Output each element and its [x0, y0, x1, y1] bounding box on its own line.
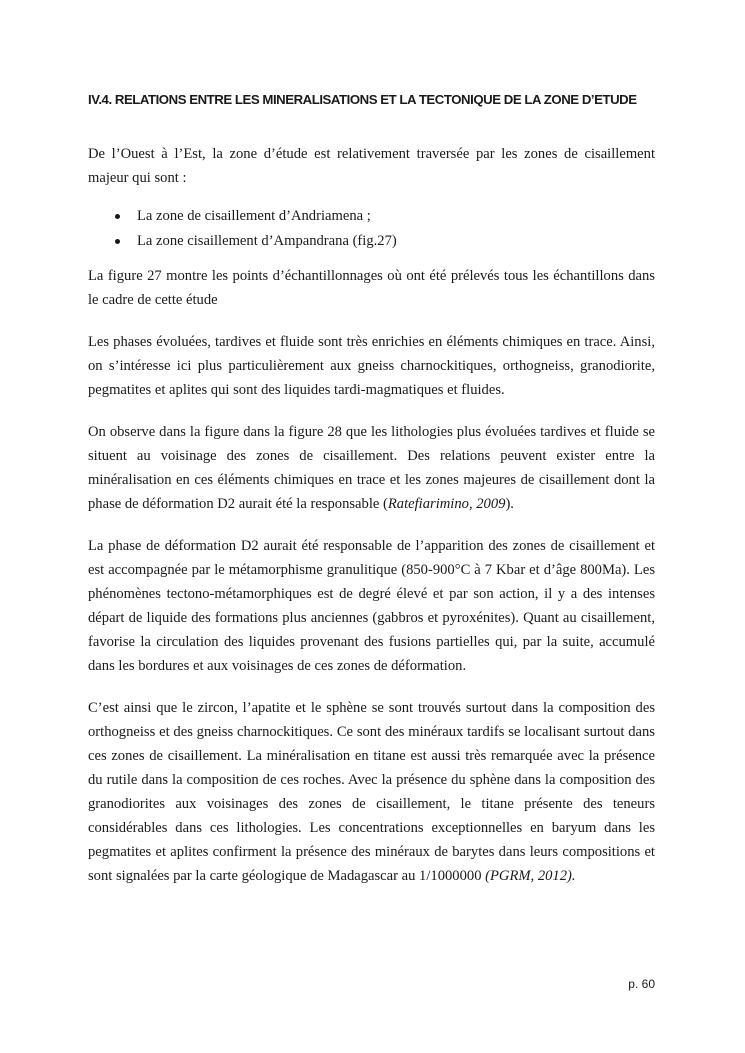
- observation-end: ).: [505, 496, 514, 512]
- list-item: [88, 229, 655, 254]
- intro-paragraph: De l’Ouest à l’Est, la zone d’étude est relativement traversée par les zones de cisaillement majeur qui sont :: [88, 146, 655, 186]
- d2-deformation-paragraph: La phase de déformation D2 aurait été responsable de l’apparition des zones de cisaillement et est accompagnée par le métamorphisme granulitique (850-900°C à 7 Kbar et d’âge 800Ma). Les phénomènes tectono-métamorphiques est de degré élevé et par son action, il y a des intenses départ de liquide des formations plus anciennes (gabbros et pyroxénites). Quant au cisaillement, favorise la circulation des liquides provenant des fusions partielles qui, par la suite, accumulé dans les bordures et aux voisinages de ces zones de déformation.: [88, 538, 655, 674]
- list-item-label: La zone de cisaillement d’Andriamena ;: [137, 208, 371, 224]
- bullet-icon: [115, 214, 120, 219]
- observation-paragraph: [88, 420, 655, 516]
- figure-27-paragraph: La figure 27 montre les points d’échantillonnages où ont été prélevés tous les échantillons dans le cadre de cette étude: [88, 268, 655, 308]
- phases-paragraph: Les phases évoluées, tardives et fluide sont très enrichies en éléments chimiques en trace. Ainsi, on s’intéresse ici plus particulièrement aux gneiss charnockitiques, orthogneiss, granodiorite, pegmatites et aplites qui sont des liquides tardi-magmatiques et fluides.: [88, 334, 655, 398]
- minerals-text: C’est ainsi que le zircon, l’apatite et le sphène se sont trouvés surtout dans la composition des orthogneiss et des gneiss charnockitiques. Ce sont des minéraux tardifs se localisant surtout dans ces zones de cisaillement. La minéralisation en titane est aussi très remarquée avec la présence du rutile dans la composition de ces roches. Avec la présence du sphène dans la composition des granodiorites aux voisinages des zones de cisaillement, le titane présente des teneurs considérables dans ces lithologies. Les concentrations exceptionnelles en baryum dans les pegmatites et aplites confirment la présence des minéraux de barytes dans leurs compositions et sont signalées par la carte géologique de Madagascar au 1/1000000: [88, 700, 655, 884]
- list-item-label: La zone cisaillement d’Ampandrana (fig.27): [137, 233, 397, 249]
- citation: (PGRM, 2012).: [485, 868, 576, 884]
- citation: Ratefiarimino, 2009: [387, 496, 506, 512]
- section-heading: IV.4. RELATIONS ENTRE LES MINERALISATIONS ET LA TECTONIQUE DE LA ZONE D’ETUDE: [88, 92, 637, 107]
- shear-zone-list: [88, 204, 655, 254]
- bullet-icon: [115, 239, 120, 244]
- observation-text: On observe dans la figure dans la figure 28 que les lithologies plus évoluées tardives et fluide se situent au voisinage des zones de cisaillement. Des relations peuvent exister entre la minéralisation en ces éléments chimiques en trace et les zones majeures de cisaillement dont la phase de déformation D2 aurait été la responsable (: [88, 424, 655, 512]
- page-number: p. 60: [628, 977, 655, 991]
- list-item: [88, 204, 655, 229]
- minerals-paragraph: [88, 696, 655, 888]
